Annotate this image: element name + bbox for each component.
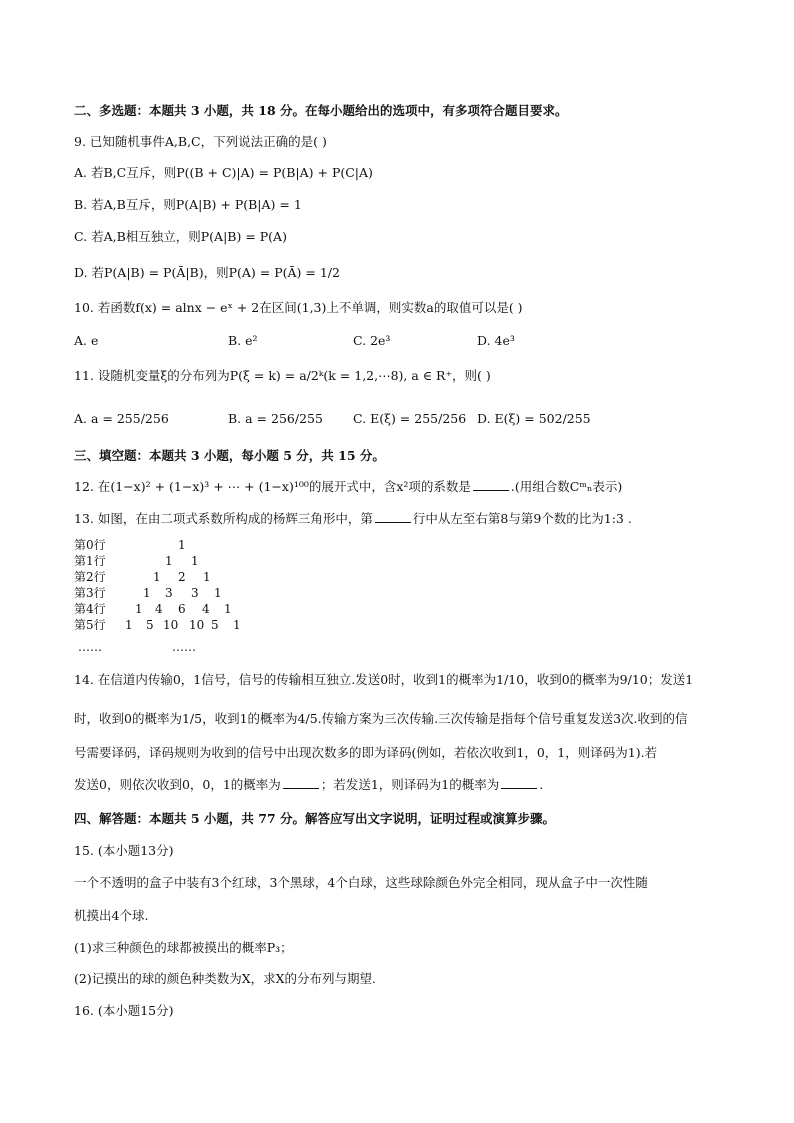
q13-stem (74, 509, 632, 529)
triangle-value: 4 (155, 602, 163, 616)
triangle-value: 1 (143, 586, 151, 600)
q15-part-2: (2)记摸出的球的颜色种类数为X，求X的分布列与期望. (74, 971, 376, 986)
q12-stem-after: .(用组合数Cᵐₙ表示) (510, 479, 623, 494)
triangle-value: 3 (191, 586, 199, 600)
q11-option-a: A. a = 255/256 (74, 411, 169, 426)
triangle-value: 10 (163, 618, 179, 632)
q11-option-d: D. E(ξ) = 502/255 (477, 411, 591, 426)
triangle-value: 10 (189, 618, 205, 632)
triangle-value: 5 (211, 618, 219, 632)
q14-line-3: 号需要译码，译码规则为收到的信号中出现次数多的即为译码(例如，若依次收到1，0，1，则译码为1).若 (74, 745, 658, 760)
q16-title: 16. (本小题15分) (74, 1003, 174, 1018)
q11-stem: 11. 设随机变量ξ的分布列为P(ξ = k) = a/2ᵏ(k = 1,2,⋯8), a ∈ R⁺，则( ) (74, 368, 491, 383)
q9-option-d: D. 若P(A|B) = P(Ā|B)，则P(A) = P(Ā) = 1/2 (74, 265, 340, 280)
q9-option-c: C. 若A,B相互独立，则P(A|B) = P(A) (74, 229, 287, 244)
triangle-row-label: 第4行 (74, 602, 106, 616)
triangle-row-label: 第1行 (74, 554, 106, 568)
triangle-ellipsis-left: …… (78, 640, 102, 654)
triangle-value: 1 (191, 554, 199, 568)
q12-stem-before: 12. 在(1−x)² + (1−x)³ + ⋯ + (1−x)¹⁰⁰的展开式中，含x²项的系数是 (74, 479, 471, 494)
q14-line-4-c: . (539, 777, 544, 792)
q14-line-2: 时，收到0的概率为1/5，收到1的概率为4/5.传输方案为三次传输.三次传输是指每个信号重复发送3次.收到的信 (74, 711, 688, 726)
q15-title: 15. (本小题13分) (74, 843, 174, 858)
triangle-row-label: 第0行 (74, 538, 106, 552)
q14-line-4-a: 发送0，则依次收到0，0，1的概率为 (74, 777, 281, 792)
q10-option-d: D. 4e³ (477, 333, 515, 348)
triangle-value: 1 (224, 602, 232, 616)
q15-line-1: 一个不透明的盒子中装有3个红球，3个黑球，4个白球，这些球除颜色外完全相同，现从盒子中一次性随 (74, 875, 648, 890)
triangle-value: 1 (125, 618, 133, 632)
triangle-row-label: 第5行 (74, 618, 106, 632)
triangle-ellipsis-right: …… (172, 640, 196, 654)
triangle-value: 4 (202, 602, 210, 616)
q9-option-b: B. 若A,B互斥，则P(A|B) + P(B|A) = 1 (74, 197, 302, 212)
q13-answer-blank[interactable] (375, 510, 411, 523)
q14-line-4-b: ；若发送1，则译码为1的概率为 (320, 777, 500, 792)
q9-option-a: A. 若B,C互斥，则P((B + C)|A) = P(B|A) + P(C|A) (74, 165, 373, 180)
triangle-row-label: 第3行 (74, 586, 106, 600)
q14-line-1: 14. 在信道内传输0，1信号，信号的传输相互独立.发送0时，收到1的概率为1/10，收到0的概率为9/10；发送1 (74, 672, 694, 687)
q10-option-c: C. 2e³ (353, 333, 391, 348)
triangle-value: 1 (178, 538, 186, 552)
q10-stem: 10. 若函数f(x) = alnx − eˣ + 2在区间(1,3)上不单调，则实数a的取值可以是( ) (74, 300, 523, 315)
triangle-value: 1 (233, 618, 241, 632)
q14-answer-blank-2[interactable] (501, 776, 537, 789)
q11-option-b: B. a = 256/255 (228, 411, 323, 426)
q11-option-c: C. E(ξ) = 255/256 (353, 411, 467, 426)
q15-part-1: (1)求三种颜色的球都被摸出的概率P₃； (74, 940, 293, 955)
triangle-value: 3 (165, 586, 173, 600)
triangle-value: 1 (165, 554, 173, 568)
section4-header: 四、解答题：本题共 5 小题，共 77 分。解答应写出文字说明，证明过程或演算步骤。 (74, 811, 556, 826)
triangle-value: 6 (178, 602, 186, 616)
triangle-value: 1 (135, 602, 143, 616)
q14-answer-blank-1[interactable] (283, 776, 319, 789)
q10-option-a: A. e (74, 333, 99, 348)
q10-option-b: B. e² (228, 333, 258, 348)
section2-header: 二、多选题：本题共 3 小题，共 18 分。在每小题给出的选项中，有多项符合题目要求。 (74, 103, 568, 118)
triangle-value: 1 (153, 570, 161, 584)
q12-stem (74, 477, 622, 497)
triangle-value: 1 (203, 570, 211, 584)
triangle-row-label: 第2行 (74, 570, 106, 584)
section3-header: 三、填空题：本题共 3 小题，每小题 5 分，共 15 分。 (74, 448, 385, 463)
q15-line-2: 机摸出4个球. (74, 908, 149, 923)
q9-stem: 9. 已知随机事件A,B,C，下列说法正确的是( ) (74, 134, 327, 149)
q13-stem-before: 13. 如图，在由二项式系数所构成的杨辉三角形中，第 (74, 511, 373, 526)
triangle-value: 5 (146, 618, 154, 632)
triangle-value: 2 (178, 570, 186, 584)
q14-line-4 (74, 775, 543, 795)
q12-answer-blank[interactable] (473, 478, 509, 491)
triangle-value: 1 (214, 586, 222, 600)
q13-stem-after: 行中从左至右第8与第9个数的比为1:3 . (412, 511, 632, 526)
